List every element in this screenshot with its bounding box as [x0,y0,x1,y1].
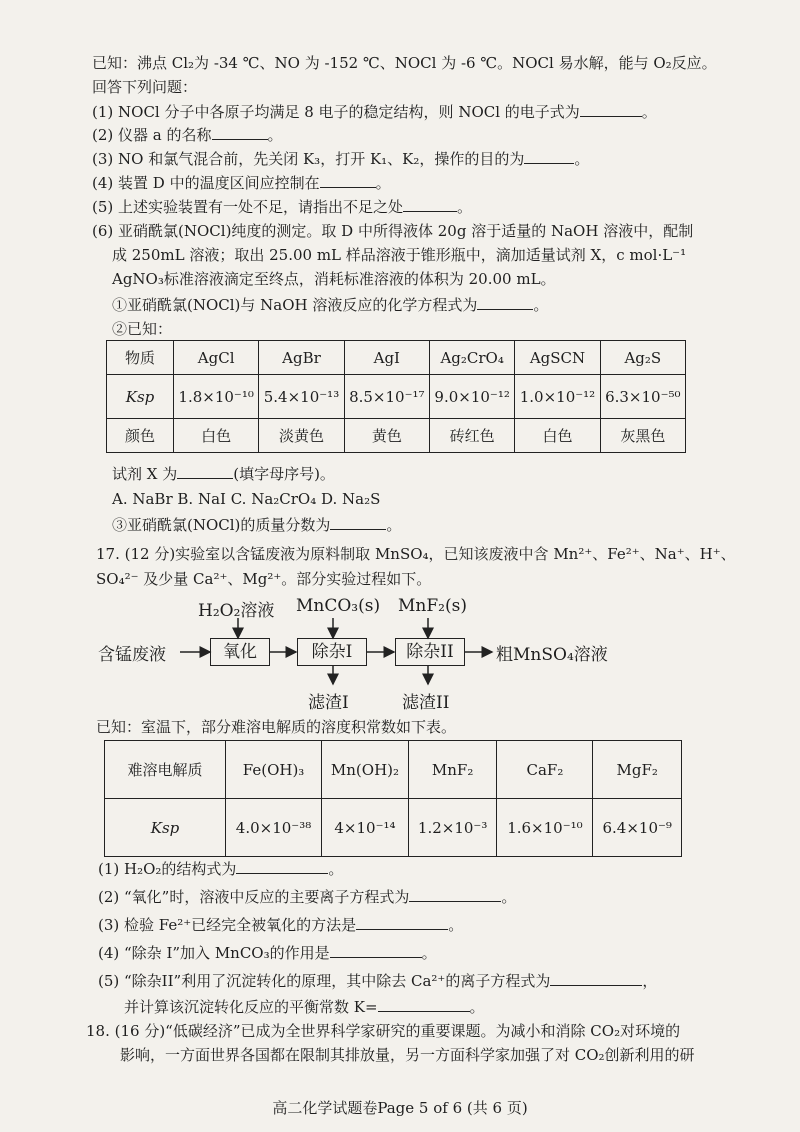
table-cell: MnF₂ [408,741,497,799]
flow-output-label: 粗MnSO₄溶液 [496,645,608,665]
q17-known-label: 已知：室温下，部分难溶电解质的溶度积常数如下表。 [96,718,457,736]
q16-part4: (4) 装置 D 中的温度区间应控制在 。 [92,174,391,192]
table-cell: 砖红色 [429,419,514,453]
table-cell: CaF₂ [497,741,593,799]
q16-part6-line3: AgNO₃标准溶液滴定至终点，消耗标准溶液的体积为 20.00 mL。 [112,270,556,288]
reagent-x-question: 试剂 X 为 (填字母序号)。 [112,465,335,483]
table-cell: 9.0×10⁻¹² [429,375,514,419]
q16-part6-line1: (6) 亚硝酰氯(NOCl)纯度的测定。取 D 中所得液体 20g 溶于适量的 NaOH 溶液中，配制 [92,222,694,240]
table-cell: Fe(OH)₃ [226,741,322,799]
q17-intro-line1: 17. (12 分)实验室以含锰废液为原料制取 MnSO₄，已知该废液中含 Mn²⁺、Fe²⁺、Na⁺、H⁺、 [96,545,736,563]
table-row [105,741,682,799]
flow-residue2: 滤渣II [402,693,450,713]
table-cell: 白色 [174,419,259,453]
table-cell: 6.4×10⁻⁹ [593,799,682,857]
q16-part5: (5) 上述实验装置有一处不足，请指出不足之处 。 [92,198,473,216]
table-cell: 1.8×10⁻¹⁰ [174,375,259,419]
table-cell: 1.0×10⁻¹² [515,375,600,419]
flow-input-label: 含锰废液 [98,645,166,665]
q17-intro-line2: SO₄²⁻ 及少量 Ca²⁺、Mg²⁺。部分实验过程如下。 [96,570,432,588]
table-cell: 难溶电解质 [105,741,226,799]
known-boiling-points: 已知：沸点 Cl₂为 -34 ℃、NO 为 -152 ℃、NOCl 为 -6 ℃。NOCl 易水解，能与 O₂反应。 [92,54,717,72]
table-cell: 4×10⁻¹⁴ [322,799,409,857]
table-cell: 黄色 [344,419,429,453]
ksp-table-silver-salts [106,340,686,453]
table-cell: Mn(OH)₂ [322,741,409,799]
table-cell: AgSCN [515,341,600,375]
q16-part2: (2) 仪器 a 的名称 。 [92,126,283,144]
table-cell: 1.2×10⁻³ [408,799,497,857]
table-cell: 1.6×10⁻¹⁰ [497,799,593,857]
flow-step-oxidation: 氧化 [210,638,270,666]
q17-part2: (2) “氧化”时，溶液中反应的主要离子方程式为 。 [98,888,517,906]
q16-part3: (3) NO 和氯气混合前，先关闭 K₃，打开 K₁、K₂，操作的目的为 。 [92,150,590,168]
flow-step-purify2: 除杂II [395,638,465,666]
q16-part6-line2: 成 250mL 溶液；取出 25.00 mL 样品溶液于锥形瓶中，滴加适量试剂 X，c mol·L⁻¹ [112,246,687,264]
q17-part5-line2: 并计算该沉淀转化反应的平衡常数 K= 。 [124,998,485,1016]
table-row [105,799,682,857]
table-cell: 物质 [107,341,174,375]
page-footer: 高二化学试题卷Page 5 of 6 (共 6 页) [272,1099,528,1117]
table-cell: 灰黑色 [600,419,685,453]
table-cell: 5.4×10⁻¹³ [259,375,344,419]
table-cell: 6.3×10⁻⁵⁰ [600,375,685,419]
q17-part4: (4) “除杂 I”加入 MnCO₃的作用是 。 [98,944,437,962]
answer-instruction: 回答下列问题： [92,78,198,96]
table-row [107,341,686,375]
table-cell: Ag₂CrO₄ [429,341,514,375]
table-cell: 淡黄色 [259,419,344,453]
table-cell: AgCl [174,341,259,375]
table-cell: 颜色 [107,419,174,453]
process-flowchart [0,592,800,712]
table-cell: 8.5×10⁻¹⁷ [344,375,429,419]
flow-reagent-h2o2: H₂O₂溶液 [198,601,275,621]
table-cell: AgBr [259,341,344,375]
table-cell: MgF₂ [593,741,682,799]
q16-6-sub1: ①亚硝酰氯(NOCl)与 NaOH 溶液反应的化学方程式为 。 [112,296,549,314]
q16-6-sub3: ③亚硝酰氯(NOCl)的质量分数为 。 [112,516,402,534]
table-cell: 4.0×10⁻³⁸ [226,799,322,857]
q17-part3: (3) 检验 Fe²⁺已经完全被氧化的方法是 。 [98,916,464,934]
table-cell: AgI [344,341,429,375]
table-row [107,375,686,419]
flow-reagent-mnco3: MnCO₃(s) [296,596,381,616]
flow-step-purify1: 除杂I [297,638,367,666]
table-cell: Ag₂S [600,341,685,375]
flow-reagent-mnf2: MnF₂(s) [398,596,467,616]
q16-part1: (1) NOCl 分子中各原子均满足 8 电子的稳定结构，则 NOCl 的电子式为 。 [92,103,657,121]
q18-line1: 18. (16 分)“低碳经济”已成为全世界科学家研究的重要课题。为减小和消除 CO₂对环境的 [86,1022,681,1040]
table-cell: 白色 [515,419,600,453]
q17-part5-line1: (5) “除杂II”利用了沉淀转化的原理，其中除去 Ca²⁺的离子方程式为 ， [98,972,658,990]
flow-residue1: 滤渣I [308,693,349,713]
ksp-label: Ksp [107,375,174,419]
q18-line2: 影响，一方面世界各国都在限制其排放量，另一方面科学家加强了对 CO₂创新利用的研 [120,1046,695,1064]
ksp-table-electrolytes [104,740,682,857]
q16-6-sub2: ②已知： [112,320,173,338]
ksp-label: Ksp [105,799,226,857]
table-row [107,419,686,453]
reagent-options: A. NaBr B. NaI C. Na₂CrO₄ D. Na₂S [112,490,381,508]
q17-part1: (1) H₂O₂的结构式为 。 [98,860,344,878]
